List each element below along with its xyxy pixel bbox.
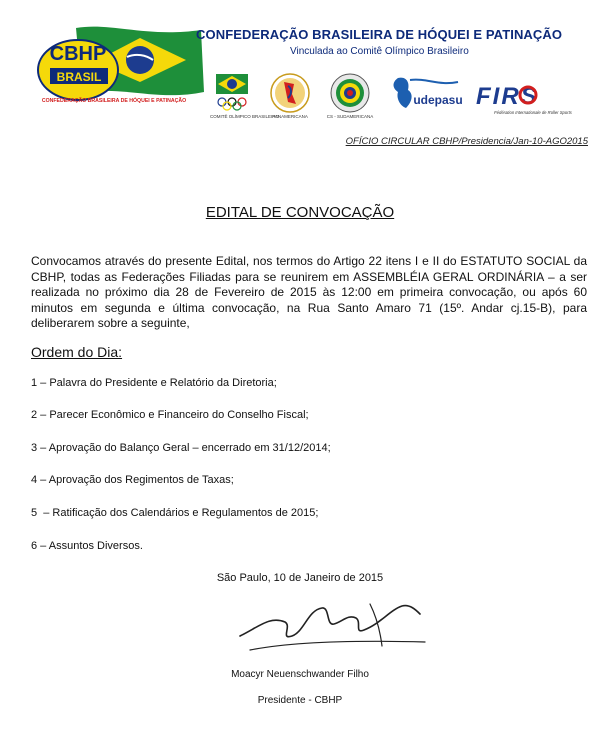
- circular-reference: OFÍCIO CIRCULAR CBHP/Presidencia/Jan-10-AGO2015: [345, 136, 588, 147]
- partner-caption: PANAMERICANA: [272, 114, 308, 119]
- agenda-item: 1 – Palavra do Presidente e Relatório da Diretoria;: [31, 377, 277, 389]
- date-line: São Paulo, 10 de Janeiro de 2015: [216, 572, 384, 584]
- partner-cob: [210, 72, 280, 122]
- org-subtitle: Vinculada ao Comitê Olímpico Brasileiro: [290, 46, 469, 57]
- logo-acronym: CBHP: [49, 43, 107, 65]
- partner-firs: [474, 80, 592, 120]
- partner-panamericana: [266, 72, 314, 122]
- letterhead: [0, 0, 600, 150]
- signature: [230, 596, 430, 656]
- firs-subcaption: Fédération Internationale de Roller Sports: [494, 110, 572, 115]
- cob-logo-icon: [210, 72, 254, 114]
- handwritten-signature-icon: [230, 596, 430, 656]
- document-title: EDITAL DE CONVOCAÇÃO: [205, 204, 395, 221]
- logo-tagline: CONFEDERAÇÃO BRASILEIRA DE HÓQUEI E PATINAÇÃO: [41, 98, 187, 104]
- sudamericana-logo-icon: [326, 72, 374, 114]
- udepasu-logo-icon: [388, 76, 468, 112]
- agenda-item: 3 – Aprovação do Balanço Geral – encerrado em 31/12/2014;: [31, 442, 331, 454]
- udepasu-wordmark: udepasu: [413, 93, 463, 107]
- firs-logo-icon: [474, 80, 592, 110]
- agenda-title: Ordem do Dia:: [31, 344, 123, 360]
- org-name: CONFEDERAÇÃO BRASILEIRA DE HÓQUEI E PATINAÇÃO: [196, 27, 563, 42]
- partner-udepasu: [388, 76, 468, 122]
- agenda-item: 6 – Assuntos Diversos.: [31, 540, 143, 552]
- cbhp-flag-logo-icon: [36, 22, 206, 112]
- agenda-item: 4 – Aprovação dos Regimentos de Taxas;: [31, 474, 234, 486]
- agenda-item: 2 – Parecer Econômico e Financeiro do Conselho Fiscal;: [31, 409, 309, 421]
- partner-caption: COMITÊ OLÍMPICO BRASILEIRO: [210, 114, 280, 119]
- signer-role: Presidente - CBHP: [257, 695, 343, 706]
- partner-sudamericana: [326, 72, 374, 122]
- cbhp-logo: [36, 22, 206, 112]
- partner-caption: CS - SUDAMERICANA: [326, 114, 374, 119]
- firs-wordmark: FIRS: [476, 83, 539, 110]
- convocation-paragraph: Convocamos através do presente Edital, nos termos do Artigo 22 itens I e II do ESTATUTO SOCIAL da CBHP, todas as Federações Filiadas para se reunirem em ASSEMBLÉIA GERAL ORDINÁRIA – a ser realizada no próximo dia 28 de Fevereiro de 2015 às 12:00 em primeira convocação, ou após 60 minutos em segunda e última convocação, na Rua Santo Amaro 71 (15º. Andar cj.15-B), para deliberarem sobre a seguinte,: [31, 254, 587, 330]
- signer-name: Moacyr Neuenschwander Filho: [231, 669, 369, 680]
- logo-country: BRASIL: [56, 70, 102, 84]
- panamericana-logo-icon: [266, 72, 314, 114]
- agenda-item: 5 – Ratificação dos Calendários e Regulamentos de 2015;: [31, 507, 319, 519]
